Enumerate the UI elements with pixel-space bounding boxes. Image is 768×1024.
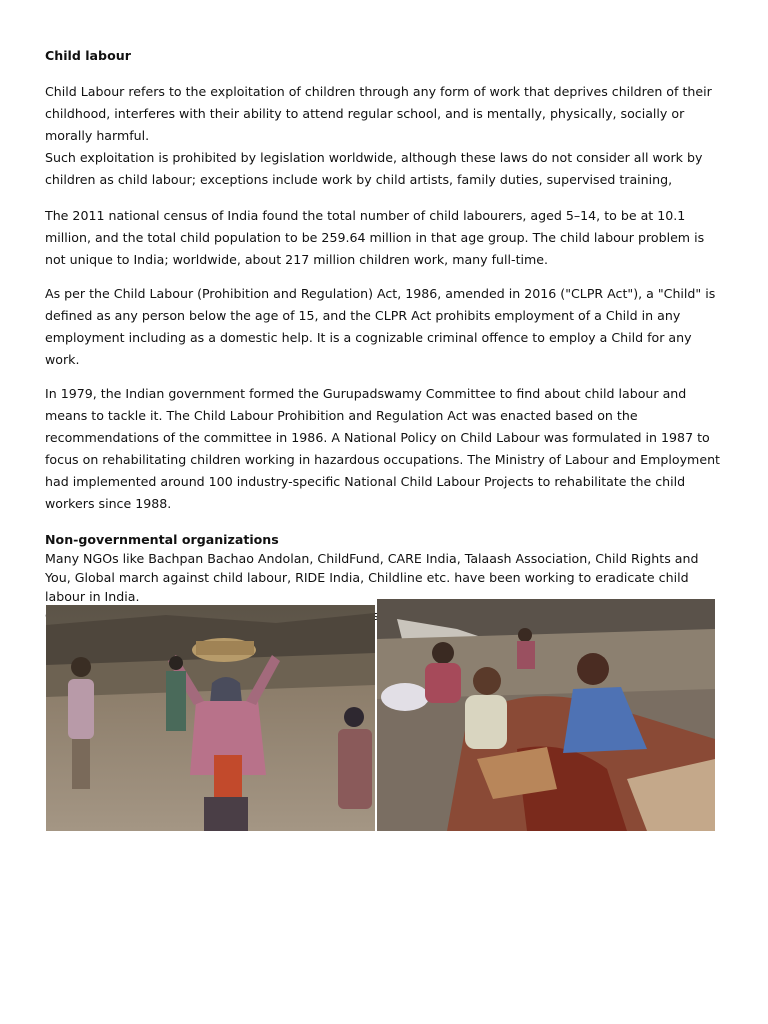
paragraph-legislation: Such exploitation is prohibited by legislation worldwide, although these laws do not consider all work by children as child labour; exceptions include work by child artists, family duties, supervised training, — [45, 150, 703, 187]
paragraph-history: In 1979, the Indian government formed the Gurupadswamy Committee to find about child labour and means to tackle it. The Child Labour Prohibition and Regulation Act was enacted based on the recommendations of the committee in 1986. A National Policy on Child Labour was formulated in 1987 to focus on rehabilitating children working in hazardous occupations. The Ministry of Labour and Employment had implemented around 100 industry-specific National Child Labour Projects to rehabilitate the child workers since 1988. — [45, 386, 720, 511]
paragraph-ngos: Many NGOs like Bachpan Bachao Andolan, ChildFund, CARE India, Talaash Association, Child Rights and You, Global march against child labour, RIDE India, Childline etc. have been working to eradicate child labour in India. — [45, 551, 699, 604]
paragraph-definition: Child Labour refers to the exploitation of children through any form of work that deprives children of their childhood, interferes with their ability to attend regular school, and is mentally, physically, socially or morally harmful. — [45, 84, 712, 143]
ngo-heading: Non-governmental organizations — [45, 532, 279, 547]
photo-children-sorting-chillies — [377, 599, 715, 831]
paragraph-census: The 2011 national census of India found the total number of child labourers, aged 5–14, to be at 10.1 million, and the total child population to be 259.64 million in that age group. The child labour problem is not unique to India; worldwide, about 217 million children work, many full-time. — [45, 208, 705, 267]
document-title: Child labour — [45, 48, 131, 63]
paragraph-clpr-act: As per the Child Labour (Prohibition and Regulation) Act, 1986, amended in 2016 ("CLPR Act"), a "Child" is defined as any person below the age of 15, and the CLPR Act prohibits employment of a Child in any employment including as a domestic help. It is a cognizable criminal offence to employ a Child for any work. — [45, 286, 716, 367]
document-body — [45, 45, 725, 625]
photo-strip — [46, 599, 715, 831]
photo-brick-kiln-children — [46, 605, 375, 831]
